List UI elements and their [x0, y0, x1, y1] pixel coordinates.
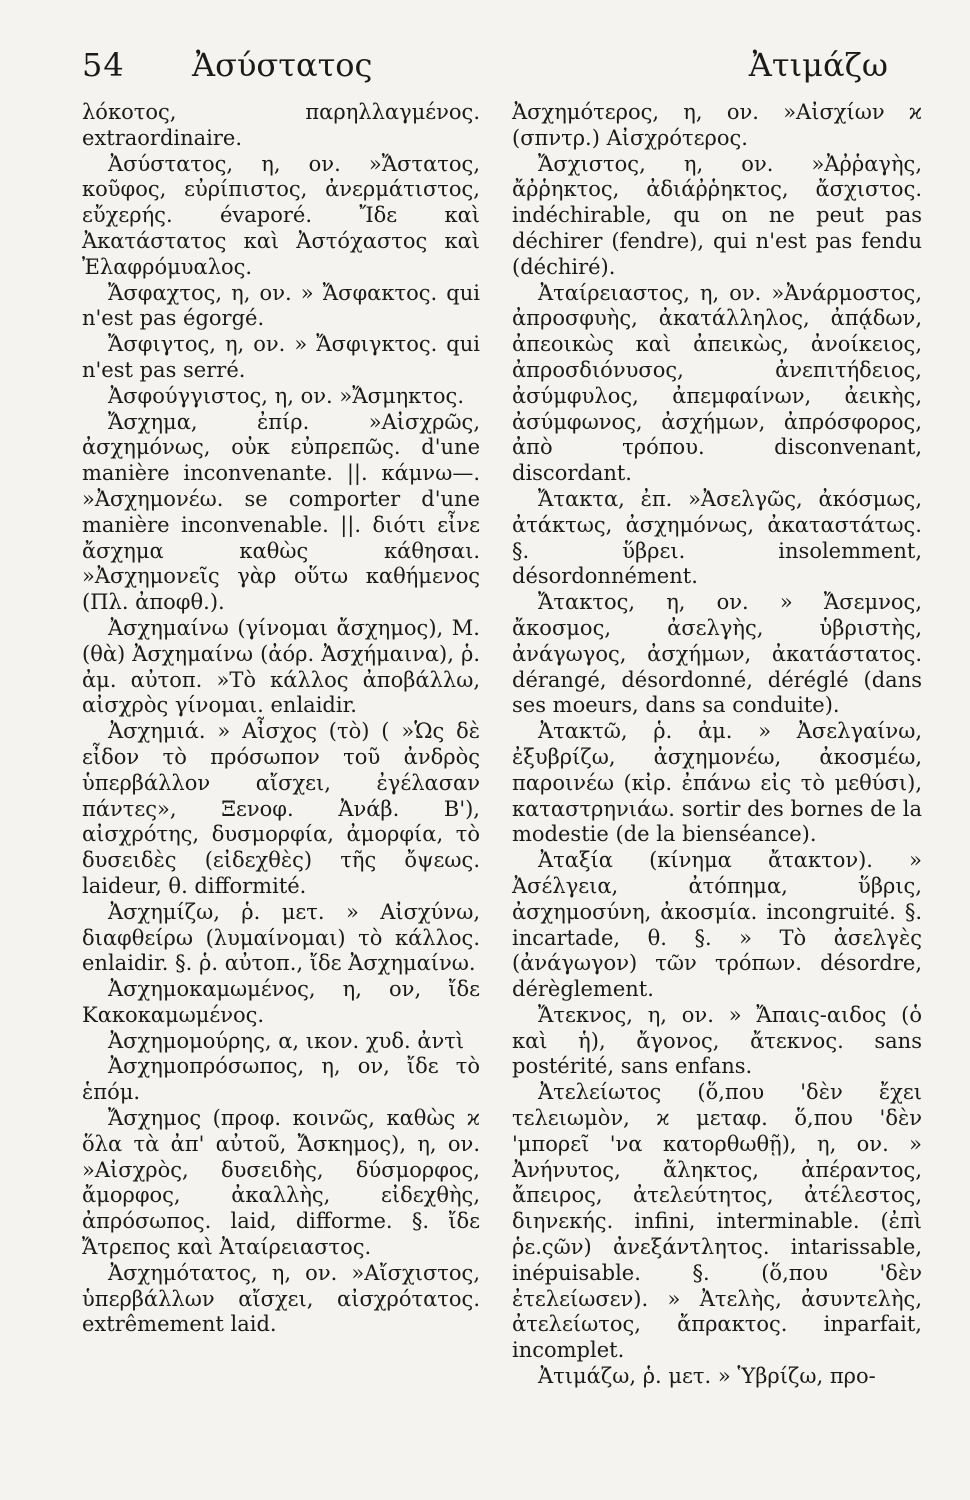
dictionary-entry: Ἀσχημαίνω (γίνομαι ἄσχημος), Μ. (θὰ) Ἀσχημαίνω (ἀόρ. Ἀσχήμαινα), ῥ. ἀμ. αὐτοπ. »Τὸ κάλλος ἀποβάλλω, αἰσχρὸς γίνομαι. enlaidir. — [82, 615, 480, 718]
dictionary-entry: Ἄσφιγτος, η, ον. » Ἄσφιγκτος. qui n'est pas serré. — [82, 332, 480, 382]
dictionary-entry: Ἀσύστατος, η, ον. »Ἄστατος, κοῦφος, εὐρίπιστος, ἀνερμάτιστος, εὔχερής. évaporé. Ἴδε καὶ Ἀκατάστατος καὶ Ἀστόχαστος καὶ Ἐλαφρόμυαλος. — [82, 151, 480, 279]
dictionary-entry: Ἀτελείωτος (ὅ,που 'δὲν ἔχει τελειωμὸν, ϰ μεταφ. ὅ,που 'δὲν 'μπορεῖ 'να κατορθωθῇ), η, ον. » Ἀνήνυτος, ἄληκτος, ἀπέραντος, ἄπειρος, ἀτελεύτητος, ἀτέλεστος, διηνεκής. infini, interminable. (ἐπὶ ῥε.ςῶν) ἀνεξάντλητος. intarissable, inépuisable. §. (ὅ,που 'δὲν ἐτελείωσεν). » Ἀτελὴς, ἀσυντελὴς, ἀτελείωτος, ἄπρακτος. inparfait, incomplet. — [512, 1080, 922, 1363]
left-headword: Ἀσύστατος — [192, 46, 373, 84]
dictionary-entry: Ἀσχημοπρόσωπος, η, ον, ἴδε τὸ ἑπόμ. — [82, 1054, 480, 1105]
dictionary-entry: Ἀσχημότερος, η, ον. »Αἰσχίων ϰ (σπντρ.) Αἰσχρότερος. — [512, 100, 922, 150]
right-column — [512, 100, 922, 1390]
dictionary-entry: Ἄτεκνος, η, ον. » Ἄπαις-αιδος (ὁ καὶ ἡ), ἄγονος, ἄτεκνος. sans postérité, sans enfans. — [512, 1002, 922, 1079]
dictionary-entry: Ἀσχημομούρης, α, ικον. χυδ. ἀντὶ — [108, 1028, 465, 1053]
dictionary-entry: Ἄτακτα, ἐπ. »Ἀσελγῶς, ἀκόσμως, ἀτάκτως, ἀσχημόνως, ἀκαταστάτως. §. ὕβρει. insolemment, désordonnément. — [512, 486, 922, 589]
dictionary-entry: Ἄσχημος (προφ. κοινῶς, καθὼς ϰ ὅλα τὰ ἀπ' αὐτοῦ, Ἄσκημος), η, ον. »Αἰσχρὸς, δυσειδὴς, δύσμορφος, ἄμορφος, ἀκαλλὴς, εἰδεχθὴς, ἀπρόσωπος. laid, difforme. §. ἴδε Ἄτρεπος καὶ Ἀταίρειαστος. — [82, 1106, 480, 1260]
dictionary-entry: Ἄτακτος, η, ον. » Ἄσεμνος, ἄκοσμος, ἀσελγὴς, ὑβριστὴς, ἀνάγωγος, ἀσχήμων, ἀκατάστατος. dérangé, désordonné, déréglé (dans ses moeurs, dans sa conduite). — [512, 590, 922, 718]
running-header — [82, 46, 918, 94]
dictionary-entry: Ἀσχημίζω, ῥ. μετ. » Αἰσχύνω, διαφθείρω (λυμαίνομαι) τὸ κάλλος. enlaidir. §. ῥ. αὐτοπ., ἴδε Ἀσχημαίνω. — [82, 899, 480, 976]
left-column — [82, 100, 480, 1338]
dictionary-entry: Ἀτακτῶ, ῥ. ἀμ. » Ἀσελγαίνω, ἐξυβρίζω, ἀσχημονέω, ἀκοσμέω, παροινέω (κἰρ. ἐπάνω εἰς τὸ μεθύσι), καταστρηνιάω. sortir des bornes de la modestie (de la bienséance). — [512, 719, 922, 847]
dictionary-entry: Ἄσχιστος, η, ον. »Ἀῤῥαγὴς, ἄῤῥηκτος, ἀδιάῤῥηκτος, ἄσχιστος. indéchirable, qu on ne peut pas déchirer (fendre), qui n'est pas fendu (déchiré). — [512, 151, 922, 279]
dictionary-entry: Ἀσφούγγιστος, η, ον. »Ἄσμηκτος. — [108, 383, 464, 408]
dictionary-entry: Ἀταξία (κίνημα ἄτακτον). » Ἀσέλγεια, ἀτόπημα, ὕβρις, ἀσχημοσύνη, ἀκοσμία. incongruité. §. incartade, θ. §. » Τὸ ἀσελγὲς (ἀνάγωγον) τῶν τρόπων. désordre, dérèglement. — [512, 848, 922, 1002]
dictionary-entry: Ἀταίρειαστος, η, ον. »Ἀνάρμοστος, ἀπροσφυὴς, ἀκατάλληλος, ἀπᾴδων, ἀπεοικὼς καὶ ἀπεικὼς, ἀνοίκειος, ἀπροσδιόνυσος, ἀνεπιτήδειος, ἀσύμφυλος, ἀπεμφαίνων, ἀεικὴς, ἀσύμφωνος, ἀσχήμων, ἀπρόσφορος, ἀπὸ τρόπου. disconvenant, discordant. — [512, 280, 922, 486]
right-headword: Ἀτιμάζω — [748, 46, 888, 84]
dictionary-entry: Ἀτιμάζω, ῥ. μετ. » Ὑβρίζω, προ- — [538, 1364, 876, 1389]
dictionary-entry: Ἀσχημότατος, η, ον. »Αἴσχιστος, ὑπερβάλλων αἴσχει, αἰσχρότατος. extrêmement laid. — [82, 1260, 480, 1337]
dictionary-entry: Ἀσχημοκαμωμένος, η, ον, ἴδε Κακοκαμωμένος. — [82, 977, 480, 1027]
dictionary-entry: Ἄσφαχτος, η, ον. » Ἄσφακτος. qui n'est pas égorgé. — [82, 280, 480, 331]
page-number: 54 — [82, 46, 125, 84]
dictionary-entry: λόκοτος, παρηλλαγμένος. extraordinaire. — [82, 100, 480, 150]
dictionary-entry: Ἄσχημα, ἐπίρ. »Αἰσχρῶς, ἀσχημόνως, οὐκ εὐπρεπῶς. d'une manière inconvenante. ||. κάμνω—. »Ἀσχημονέω. se comporter d'une manière inconvenable. ||. διότι εἶνε ἄσχημα καθὼς κάθησαι. »Ἀσχημονεῖς γὰρ οὕτω καθήμενος (Πλ. ἀποφθ.). — [82, 409, 480, 615]
dictionary-entry: Ἀσχημιά. » Αἶσχος (τὸ) ( »Ὡς δὲ εἶδον τὸ πρόσωπον τοῦ ἀνδρὸς ὑπερβάλλον αἴσχει, ἐγέλασαν πάντες», Ξενοφ. Ἀνάβ. Β'), αἰσχρότης, δυσμορφία, ἀμορφία, τὸ δυσειδὲς (εἰδεχθὲς) τῆς ὄψεως. laideur, θ. difformité. — [82, 719, 480, 898]
